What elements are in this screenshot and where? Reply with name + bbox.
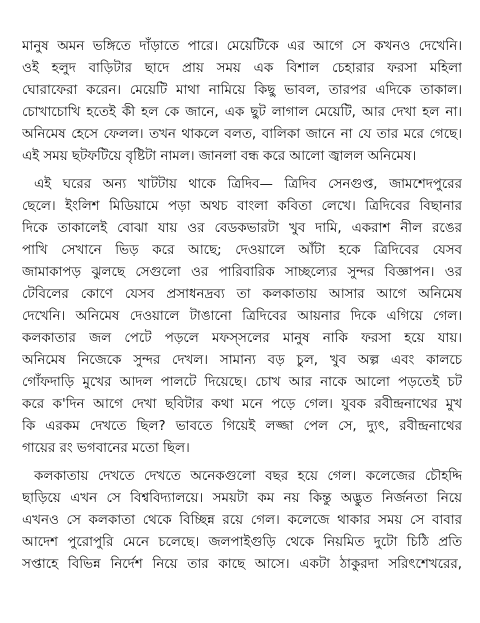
- text-line: চোখাচোখি হতেই কী হল কে জানে, এক ছুট লাগাল মেয়েটি, আর দেখা হল না।: [22, 105, 462, 120]
- text-line: করে ক'দিন আগে দেখা ছবিটার কথা মনে পড়ে গেল। যুবক রবীন্দ্রনাথের মুখ: [22, 397, 462, 412]
- text-line: কলকাতার জল পেটে পড়লে মফস্সলের মানুষ নাকি ফরসা হয়ে যায়।: [22, 331, 462, 346]
- text-line: জামাকাপড় ঝুলছে সেগুলো ওর পারিবারিক সাচ্ছল্যের সুন্দর বিজ্ঞাপন। ওর: [22, 265, 462, 280]
- text-line: টেবিলের কোণে যেসব প্রসাধনদ্রব্য তা কলকাতায় আসার আগে অনিমেষ: [22, 287, 462, 302]
- text-line: এই সময় ছটফটিয়ে বৃষ্টিটা নামল। জানলা বন্ধ করে আলো জ্বালল অনিমেষ।: [22, 149, 417, 164]
- text-line: ঘোরাফেরা করেন। মেয়েটি মাথা নামিয়ে কিছু ভাবল, তারপর এদিকে তাকাল।: [22, 83, 462, 98]
- text-line: কি এরকম দেখতে ছিল? ভাবতে গিয়েই লজ্জা পেল সে, দ্যুৎ, রবীন্দ্রনাথের: [22, 419, 462, 434]
- text-line: ছেলে। ইংলিশ মিডিয়ামে পড়া অথচ বাংলা কবিতা লেখে। ত্রিদিবের বিছানার: [22, 199, 462, 214]
- body-text: [22, 36, 462, 576]
- paragraph-1: [22, 36, 462, 168]
- text-line: দেখেনি। অনিমেষ দেওয়ালে টাঙানো ত্রিদিবের আয়নার দিকে এগিয়ে গেল।: [22, 309, 462, 324]
- paragraph-3: [22, 466, 462, 576]
- text-line: দিকে তাকালেই বোঝা যায় ওর বেডকভারটা খুব দামি, একরাশ নীল রঙের: [22, 221, 462, 236]
- text-line: এই ঘরের অন্য খাটটায় থাকে ত্রিদিব— ত্রিদিব সেনগুপ্ত, জামশেদপুরের: [34, 177, 462, 192]
- text-line: কলকাতায় দেখতে দেখতে অনেকগুলো বছর হয়ে গেল। কলেজের চৌহদ্দি: [34, 469, 462, 484]
- paragraph-2: [22, 174, 462, 460]
- text-line: পাখি সেখানে ভিড় করে আছে; দেওয়ালে আঁটা হকে ত্রিদিবের যেসব: [22, 243, 462, 258]
- text-line: সপ্তাহে বিভিন্ন নির্দেশ নিয়ে তার কাছে আসে। একটা ঠাকুরদা সরিৎশেখরের,: [22, 557, 462, 572]
- text-line: অনিমেষ নিজেকে সুন্দর দেখল। সামান্য বড় চুল, খুব অল্প এবং কালচে: [22, 353, 462, 368]
- text-line: গায়ের রং ভগবানের মতো ছিল।: [22, 441, 190, 456]
- text-line: অনিমেষ হেসে ফেলল। তখন থাকলে বলত, বালিকা জানে না যে তার মরে গেছে।: [22, 127, 462, 142]
- text-line: ছাড়িয়ে এখন সে বিশ্ববিদ্যালয়ে। সময়টা কম নয় কিন্তু অদ্ভুত নির্জনতা নিয়ে: [22, 491, 462, 506]
- text-line: মানুষ অমন ভঙ্গিতে দাঁড়াতে পারে। মেয়েটিকে এর আগে সে কখনও দেখেনি।: [22, 39, 462, 54]
- text-line: আদেশ পুরোপুরি মেনে চলেছে। জলপাইগুড়ি থেকে নিয়মিত দুটো চিঠি প্রতি: [22, 535, 462, 550]
- text-line: ওই হলুদ বাড়িটার ছাদে প্রায় সময় এক বিশাল চেহারার ফরসা মহিলা: [22, 61, 462, 76]
- running-header-fragment: [150, 0, 450, 5]
- text-line: গোঁফদাড়ি মুখের আদল পালটে দিয়েছে। চোখ আর নাকে আলো পড়তেই চট: [22, 375, 462, 390]
- text-line: এখনও সে কলকাতা থেকে বিচ্ছিন্ন রয়ে গেল। কলেজে থাকার সময় সে বাবার: [22, 513, 462, 528]
